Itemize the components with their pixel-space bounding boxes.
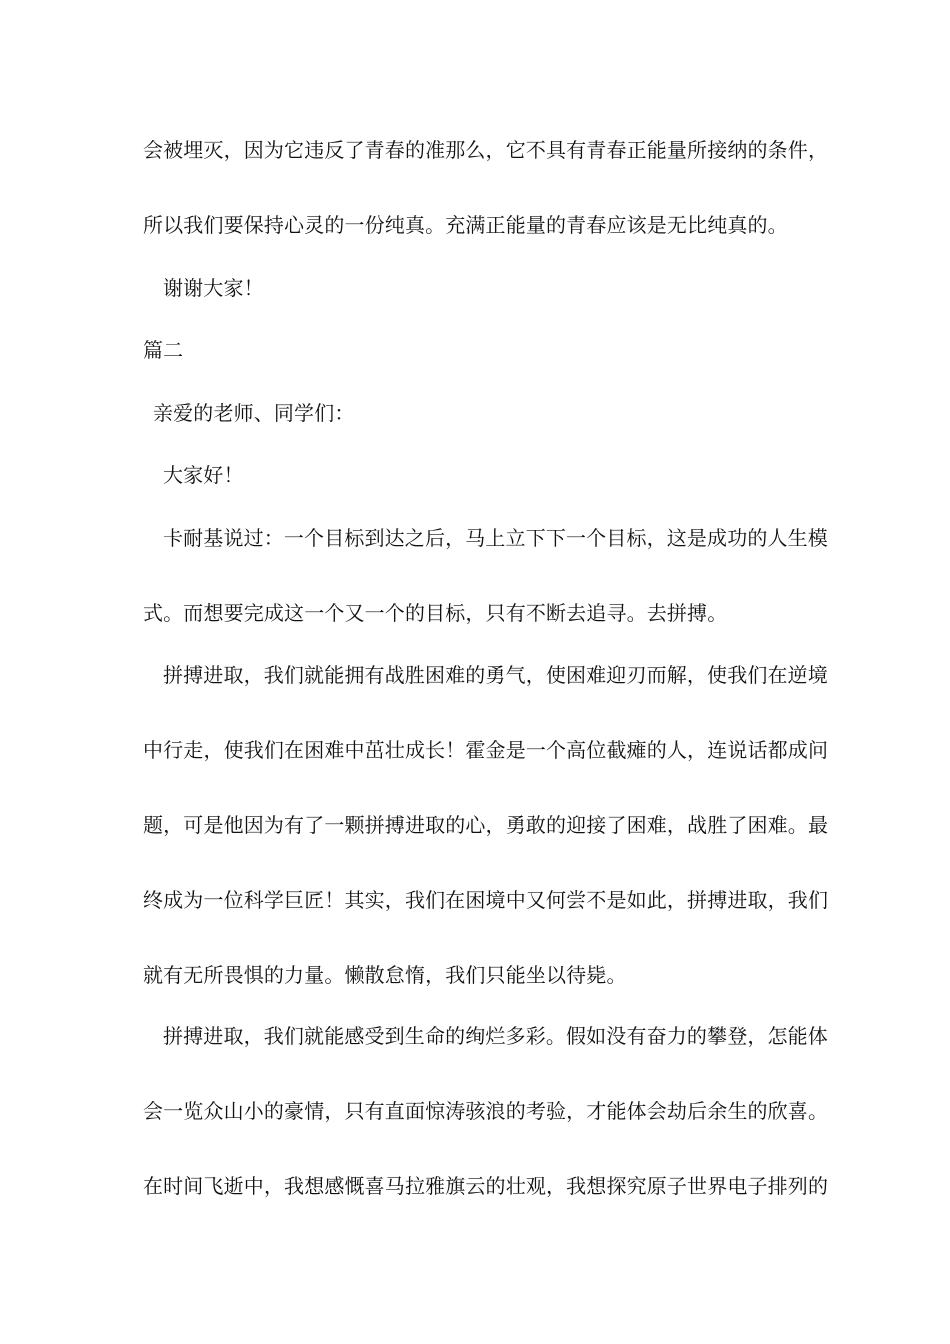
text-line: 题，可是他因为有了一颗拼搏进取的心，勇敢的迎接了困难，战胜了困难。最 (143, 813, 829, 837)
text-line: 就有无所畏惧的力量。懒散怠惰，我们只能坐以待毙。 (143, 963, 627, 987)
text-line: 拼搏进取，我们就能感受到生命的绚烂多彩。假如没有奋力的攀登，怎能体 (163, 1024, 828, 1048)
text-line: 卡耐基说过：一个目标到达之后，马上立下下一个目标，这是成功的人生模 (163, 526, 828, 550)
text-line: 拼搏进取，我们就能拥有战胜困难的勇气，使困难迎刃而解，使我们在逆境 (163, 663, 828, 687)
text-line: 会被埋灭，因为它违反了青春的准那么，它不具有青春正能量所接纳的条件， (143, 138, 829, 162)
text-line: 中行走，使我们在困难中茁壮成长！霍金是一个高位截瘫的人，连说话都成问 (143, 738, 829, 762)
text-line: 终成为一位科学巨匠！其实，我们在困境中又何尝不是如此，拼搏进取，我们 (143, 888, 829, 912)
text-line: 式。而想要完成这一个又一个的目标，只有不断去追寻。去拼搏。 (143, 601, 728, 625)
section-heading: 篇二 (143, 338, 184, 362)
salutation: 亲爱的老师、同学们： (153, 401, 355, 425)
text-line: 在时间飞逝中，我想感慨喜马拉雅旗云的壮观，我想探究原子世界电子排列的 (143, 1174, 829, 1198)
text-line: 会一览众山小的豪情，只有直面惊涛骇浪的考验，才能体会劫后余生的欣喜。 (143, 1099, 829, 1123)
text-line: 谢谢大家！ (163, 276, 264, 300)
text-line: 所以我们要保持心灵的一份纯真。充满正能量的青春应该是无比纯真的。 (143, 213, 788, 237)
greeting: 大家好！ (163, 463, 244, 487)
